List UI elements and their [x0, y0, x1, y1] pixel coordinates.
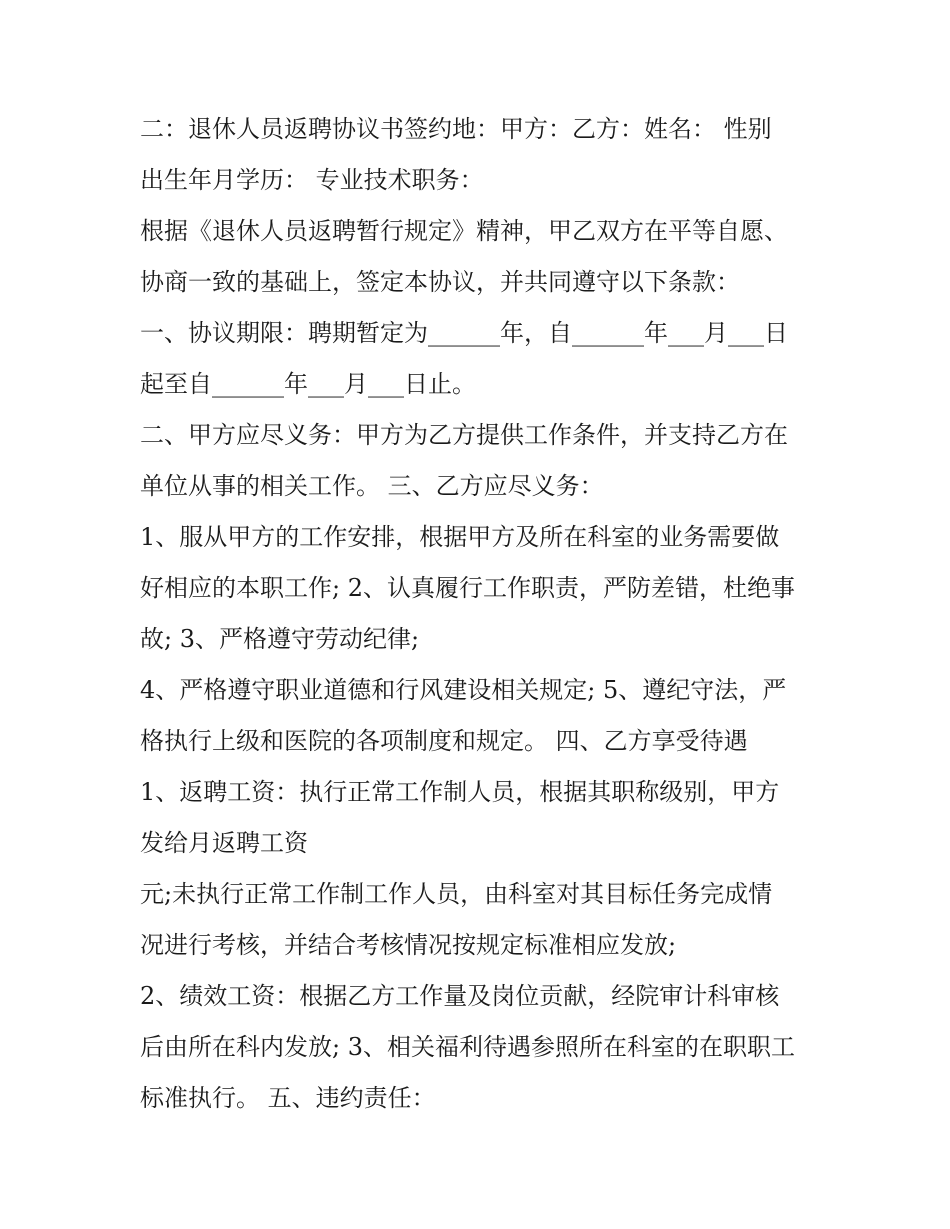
- text-line-1: 二：退休人员返聘协议书签约地：甲方：乙方：姓名： 性别: [140, 115, 772, 143]
- text-line-8: 单位从事的相关工作。 三、乙方应尽义务：: [140, 472, 604, 500]
- text-line-7: 二、甲方应尽义务：甲方为乙方提供工作条件，并支持乙方在: [140, 421, 788, 449]
- text-line-6: 起至自______年___月___日止。: [140, 370, 476, 398]
- text-line-5: 一、协议期限：聘期暂定为______年，自______年___月___日: [140, 319, 788, 347]
- text-line-3: 根据《退休人员返聘暂行规定》精神，甲乙双方在平等自愿、: [140, 217, 788, 245]
- text-line-11: 故; 3、严格遵守劳动纪律;: [140, 625, 420, 653]
- text-line-13: 格执行上级和医院的各项制度和规定。 四、乙方享受待遇: [140, 727, 748, 755]
- text-line-9: 1、服从甲方的工作安排，根据甲方及所在科室的业务需要做: [140, 523, 780, 551]
- text-line-4: 协商一致的基础上，签定本协议，并共同遵守以下条款：: [140, 268, 740, 296]
- text-line-15: 发给月返聘工资: [140, 829, 308, 857]
- document-body: [140, 104, 820, 1124]
- text-line-2: 出生年月学历： 专业技术职务：: [140, 166, 484, 194]
- text-line-14: 1、返聘工资：执行正常工作制人员，根据其职称级别，甲方: [140, 778, 780, 806]
- text-line-20: 标准执行。 五、违约责任：: [140, 1084, 436, 1112]
- text-line-10: 好相应的本职工作; 2、认真履行工作职责，严防差错，杜绝事: [140, 574, 795, 602]
- text-line-16: 元;未执行正常工作制工作人员，由科室对其目标任务完成情: [140, 880, 773, 908]
- text-line-19: 后由所在科内发放; 3、相关福利待遇参照所在科室的在职职工: [140, 1033, 795, 1061]
- text-line-17: 况进行考核，并结合考核情况按规定标准相应发放;: [140, 931, 677, 959]
- text-line-18: 2、绩效工资：根据乙方工作量及岗位贡献，经院审计科审核: [140, 982, 780, 1010]
- text-line-12: 4、严格遵守职业道德和行风建设相关规定; 5、遵纪守法，严: [140, 676, 787, 704]
